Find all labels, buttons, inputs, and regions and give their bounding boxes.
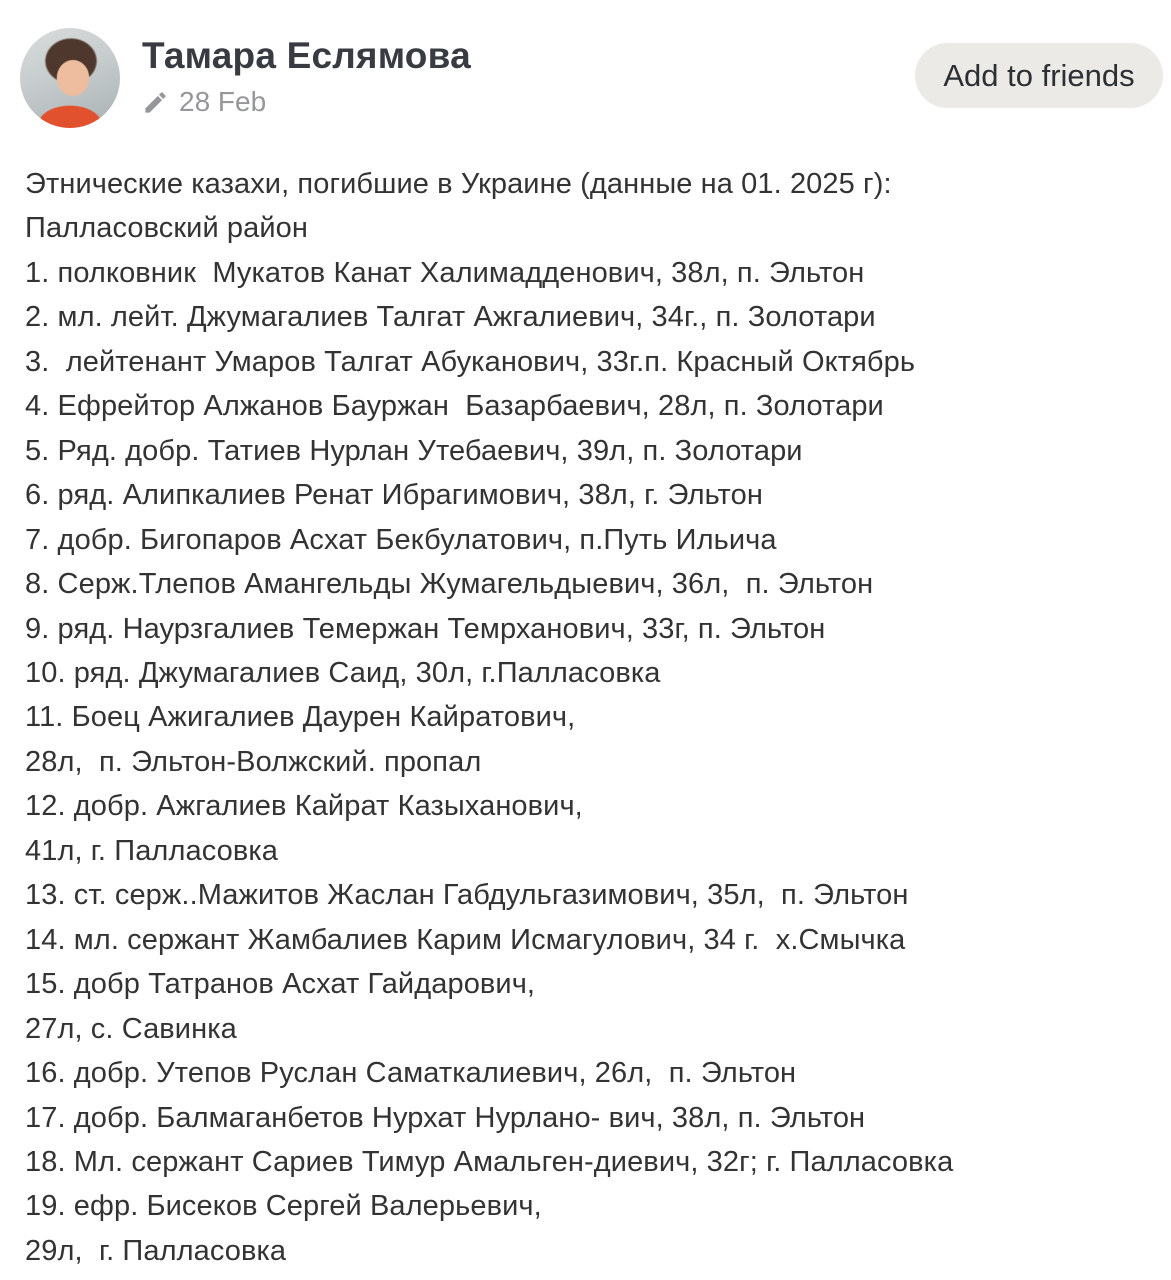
post-line: 17. добр. Балмаганбетов Нурхат Нурлано- вич, 38л, п. Эльтон bbox=[25, 1101, 866, 1134]
avatar[interactable] bbox=[20, 28, 120, 128]
post-line: 6. ряд. Алипкалиев Ренат Ибрагимович, 38л, г. Эльтон bbox=[25, 479, 763, 512]
post-line: 8. Серж.Тлепов Амангельды Жумагельдыевич, 36л, п. Эльтон bbox=[25, 568, 874, 601]
post-line: 15. добр Татранов Асхат Гайдарович, bbox=[25, 968, 536, 1001]
author-name[interactable]: Тамара Еслямова bbox=[142, 35, 471, 76]
post-line: 41л, г. Палласовка bbox=[25, 834, 279, 867]
post-line: 14. мл. сержант Жамбалиев Карим Исмагулович, 34 г. х.Смычка bbox=[25, 923, 906, 956]
post-line-district: Палласовский район bbox=[25, 212, 309, 245]
post-line-title: Этнические казахи, погибшие в Украине (данные на 01. 2025 г): bbox=[25, 168, 892, 200]
post-line: 7. добр. Бигопаров Асхат Бекбулатович, п.Путь Ильича bbox=[25, 523, 777, 556]
post-text bbox=[25, 162, 1155, 1273]
post-line: 18. Мл. сержант Сариев Тимур Амальген-диевич, 32г; г. Палласовка bbox=[25, 1145, 954, 1178]
post-line: 3. лейтенант Умаров Талгат Абуканович, 33г.п. Красный Октябрь bbox=[25, 345, 916, 378]
post-line: 9. ряд. Наурзгалиев Темержан Темрханович, 33г, п. Эльтон bbox=[25, 612, 826, 645]
post-date: 28 Feb bbox=[179, 86, 267, 117]
post-line: 19. ефр. Бисеков Сергей Валерьевич, bbox=[25, 1190, 542, 1223]
post-line: 12. добр. Ажгалиев Кайрат Казыханович, bbox=[25, 790, 583, 823]
post-line: 4. Ефрейтор Алжанов Бауржан Базарбаевич, 28л, п. Золотари bbox=[25, 390, 884, 423]
post-line: 16. добр. Утепов Руслан Саматкалиевич, 26л, п. Эльтон bbox=[25, 1057, 797, 1090]
post-line: 1. полковник Мукатов Канат Халимадденович, 38л, п. Эльтон bbox=[25, 256, 865, 289]
post-line: 11. Боец Ажигалиев Даурен Кайратович, bbox=[25, 701, 576, 734]
pencil-icon bbox=[142, 89, 169, 116]
post-line: 2. мл. лейт. Джумагалиев Талгат Ажгалиевич, 34г., п. Золотари bbox=[25, 301, 876, 334]
post-line: 13. ст. серж..Мажитов Жаслан Габдульгазимович, 35л, п. Эльтон bbox=[25, 879, 909, 912]
post-line: 27л, с. Савинка bbox=[25, 1012, 237, 1045]
post-line: 10. ряд. Джумагалиев Саид, 30л, г.Палласовка bbox=[25, 656, 661, 689]
post-date-row[interactable] bbox=[142, 86, 266, 118]
post-line: 29л, г. Палласовка bbox=[25, 1234, 287, 1267]
add-to-friends-button[interactable]: Add to friends bbox=[915, 43, 1163, 108]
post-line: 5. Ряд. добр. Татиев Нурлан Утебаевич, 39л, п. Золотари bbox=[25, 434, 803, 467]
post-line: 28л, п. Эльтон-Волжский. пропал bbox=[25, 745, 482, 778]
